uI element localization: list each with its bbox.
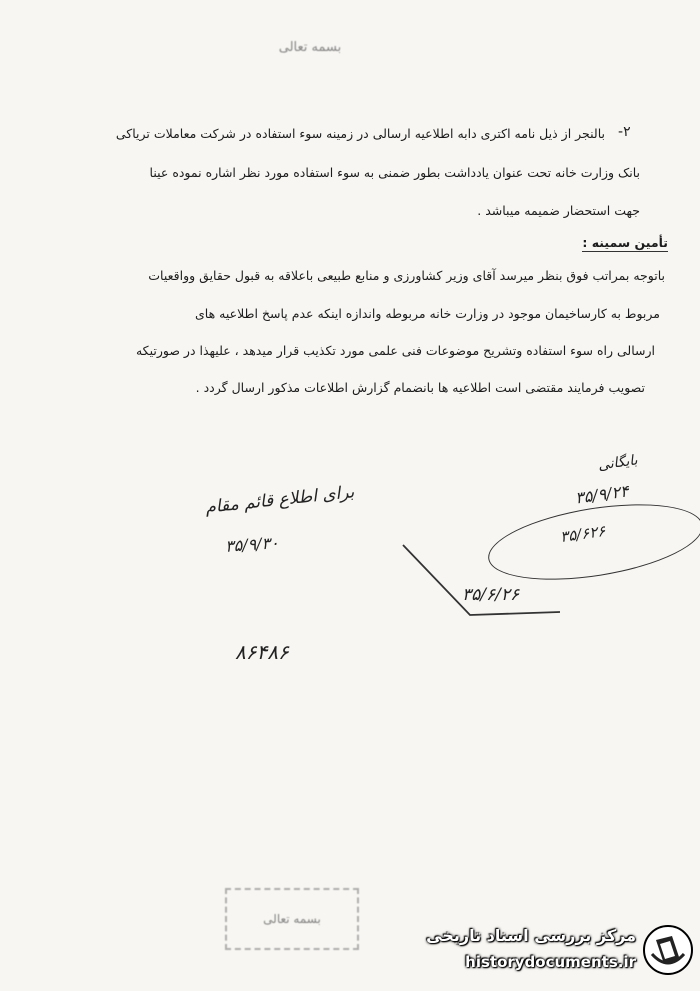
paragraph-line-4: تصویب فرمایند مقتضی است اطلاعیه ها بانضمام گزارش اطلاعات مذکور ارسال گردد .	[195, 380, 645, 395]
header-stamp: بسمه تعالی	[278, 40, 342, 55]
handwritten-date: ۳۵/۹/۳۰	[224, 533, 280, 556]
paragraph-line-2: مربوط به کارساخیمان موجود در وزارت خانه مربوطه واندازه اینکه عدم پاسخ اطلاعیه های	[195, 306, 660, 321]
handwritten-note: برای اطلاع قائم مقام	[204, 482, 356, 518]
bottom-stamp: بسمه تعالی	[225, 888, 359, 950]
watermark-title: مرکز بررسی اسناد تاریخی	[426, 926, 636, 945]
body-line-3: جهت استحضار ضمیمه میباشد .	[477, 203, 640, 218]
handwritten-side-date: ۳۵/۹/۲۴	[573, 481, 630, 508]
body-line-1: بالنجر از ذیل نامه اکتری دابه اطلاعیه ارسالی در زمینه سوء استفاده در شرکت معاملات تریاکی	[115, 126, 605, 141]
handwritten-side-note: بایگانی	[597, 452, 639, 474]
paragraph-line-3: ارسالی راه سوء استفاده وتشریح موضوعات فنی علمی مورد تکذیب قرار میدهد ، علیهذا در صورتیکه	[135, 343, 655, 358]
watermark-url: historydocuments.ir	[465, 953, 636, 971]
handwritten-bottom-date: ۳۵/۶/۲۶	[462, 585, 520, 605]
watermark	[418, 922, 698, 982]
body-line-2: بانک وزارت خانه تحت عنوان یادداشت بطور ضمنی به سوء استفاده مورد نظر اشاره نموده عینا	[149, 165, 640, 180]
file-number: ۸۶۴۸۶	[235, 640, 289, 664]
archive-logo-icon	[642, 924, 694, 976]
item-number: ۲-	[618, 124, 631, 140]
section-heading: تأمین سمینه :	[582, 235, 668, 250]
paragraph-line-1: باتوجه بمراتب فوق بنظر میرسد آقای وزیر کشاورزی و منابع طبیعی باعلاقه به قبول حقایق وواقعیات	[148, 268, 665, 283]
oval-stamp-text: ۳۵/۶۲۶	[558, 521, 607, 547]
